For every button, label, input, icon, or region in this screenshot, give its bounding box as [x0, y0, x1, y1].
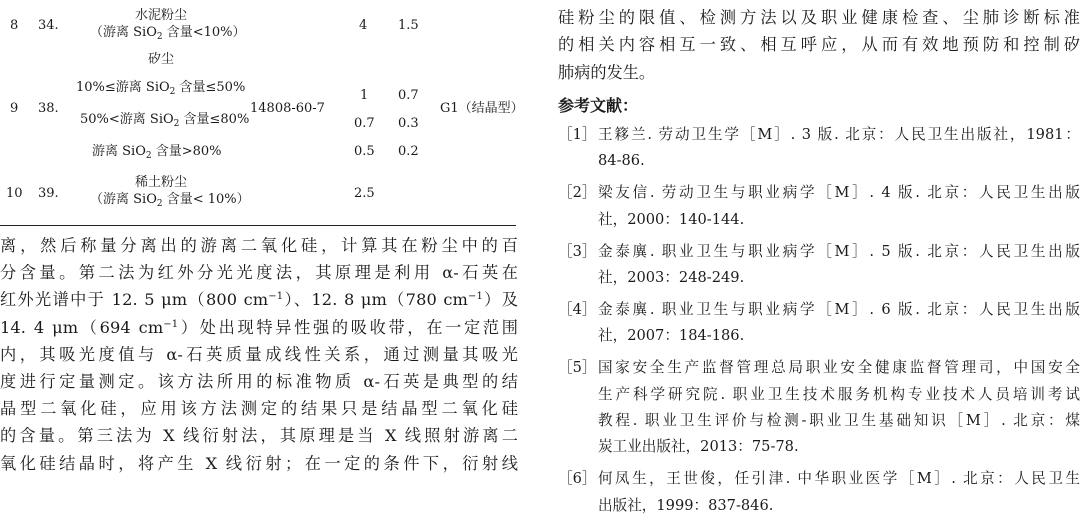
reference-text: 炭工业出版社，2013：75-78. [598, 438, 799, 456]
reference-number: ［5］ [558, 359, 597, 377]
table-cell-value-b: 1.5 [398, 18, 419, 33]
table-cell-sub: 50%<游离 SiO$_2$ 含量≤80% [80, 112, 250, 129]
table-row-no: 10 [6, 186, 23, 201]
table-cell-category: G1（结晶型） [440, 101, 524, 116]
table-row-index: 34. [38, 18, 59, 33]
table-cell-name: 水泥粉尘 [134, 8, 187, 23]
references-list [558, 122, 1080, 525]
table-cell-value-a: 2.5 [354, 186, 375, 201]
reference-text: 王簃兰. 劳动卫生学［M］. 3 版. 北京：人民卫生出版社，1981： [598, 126, 1080, 143]
table-row-index: 39. [38, 186, 59, 201]
table-cell-value-a: 1 [360, 88, 369, 103]
reference-number: ［2］ [558, 184, 597, 202]
table-cell-value-b: 0.2 [398, 144, 419, 159]
right-column [558, 0, 1080, 514]
reference-text: 社，2000：140-144. [598, 210, 745, 228]
text-line: 肺病的发生。 [558, 62, 656, 82]
text-line: 分含量。第二法为红外分光光度法，其原理是利用 α-石英在 [0, 263, 518, 283]
reference-text: 金泰廙. 职业卫生与职业病学［M］. 5 版. 北京：人民卫生出版 [598, 242, 1080, 260]
reference-item [558, 122, 1080, 175]
table-cell-sub: 游离 SiO$_2$ 含量>80% [92, 144, 222, 161]
table-cell-cas: 14808-60-7 [250, 101, 325, 116]
reference-text: 教程. 职业卫生评价与检测-职业卫生基础知识［M］. 北京：煤 [598, 412, 1080, 430]
text-line: 氧化硅结晶时，将产生 X 线衍射；在一定的条件下，衍射线 [0, 453, 518, 473]
reference-item [558, 466, 1080, 519]
reference-text: 生产科学研究院. 职业卫生技术服务机构专业技术人员培训考试 [598, 385, 1080, 403]
text-line: 晶型二氧化硅，应用该方法测定的结果只是结晶型二氧化硅 [0, 399, 518, 419]
table-cell-value-a: 0.7 [354, 116, 375, 131]
table-cell-value-a: 0.5 [354, 144, 375, 159]
reference-text: 何凤生，王世俊，任引津. 中华职业医学［M］. 北京：人民卫生 [598, 470, 1080, 488]
reference-number: ［3］ [558, 242, 597, 260]
references-heading: 参考文献： [558, 96, 639, 115]
table-cell-sub: 10%≤游离 SiO$_2$ 含量≤50% [76, 80, 246, 97]
reference-text: 社，2003：248-249. [598, 269, 745, 287]
reference-item [558, 355, 1080, 461]
table-row-index: 38. [38, 101, 59, 116]
reference-number: ［4］ [558, 300, 597, 318]
reference-text: 社，2007：184-186. [598, 327, 745, 345]
reference-item [558, 297, 1080, 350]
table-row-no: 9 [10, 101, 19, 116]
table-cell-sub: （游离 SiO$_2$ 含量<10%） [90, 25, 246, 42]
text-line: 内，其吸光度值与 α-石英质量成线性关系，通过测量其吸光 [0, 344, 518, 364]
text-line: 红外光谱中于 12. 5 μm（800 $cm^{-1}$）、12. 8 μm（780 $cm^{-1}$）及 [0, 290, 518, 310]
text-line: 硅粉尘的限值、检测方法以及职业健康检查、尘肺诊断标准 [558, 8, 1080, 27]
text-line: 的含量。第三法为 X 线衍射法，其原理是当 X 线照射游离二 [0, 426, 518, 446]
reference-text: 84-86. [598, 152, 645, 170]
left-column [0, 0, 522, 508]
reference-text: 梁友信. 劳动卫生与职业病学［M］. 4 版. 北京：人民卫生出版 [598, 184, 1080, 202]
reference-item [558, 180, 1080, 233]
table-cell-name: 稀土粉尘 [134, 175, 187, 190]
reference-text: 国家安全生产监督管理总局职业安全健康监督管理司，中国安全 [598, 359, 1080, 377]
table-cell-value-b: 0.7 [398, 88, 419, 103]
reference-number: ［6］ [558, 470, 597, 488]
table-bottom-rule [0, 225, 516, 226]
reference-item [558, 239, 1080, 292]
table-row-no: 8 [10, 18, 19, 33]
table-cell-sub: （游离 SiO$_2$ 含量< 10%） [90, 192, 250, 209]
reference-number: ［1］ [558, 126, 597, 143]
text-line: 14. 4 μm（694 $cm^{-1}$）处出现特异性强的吸收带，在一定范围 [0, 317, 518, 337]
dust-limit-table [0, 0, 522, 226]
text-line: 度进行定量测定。该方法所用的标准物质 α-石英是典型的结 [0, 372, 518, 392]
text-line: 的相关内容相互一致、相互呼应，从而有效地预防和控制矽 [558, 35, 1080, 55]
reference-text: 出版社，1999：837-846. [598, 496, 774, 514]
body-paragraph [0, 232, 518, 477]
table-cell-value-a: 4 [359, 18, 368, 33]
reference-text: 金泰廙. 职业卫生与职业病学［M］. 6 版. 北京：人民卫生出版 [598, 300, 1080, 318]
table-cell-name: 矽尘 [147, 52, 174, 67]
table-cell-value-b: 0.3 [398, 116, 419, 131]
text-line: 离，然后称量分离出的游离二氧化硅，计算其在粉尘中的百 [0, 236, 518, 255]
conclusion-paragraph [558, 4, 1080, 86]
